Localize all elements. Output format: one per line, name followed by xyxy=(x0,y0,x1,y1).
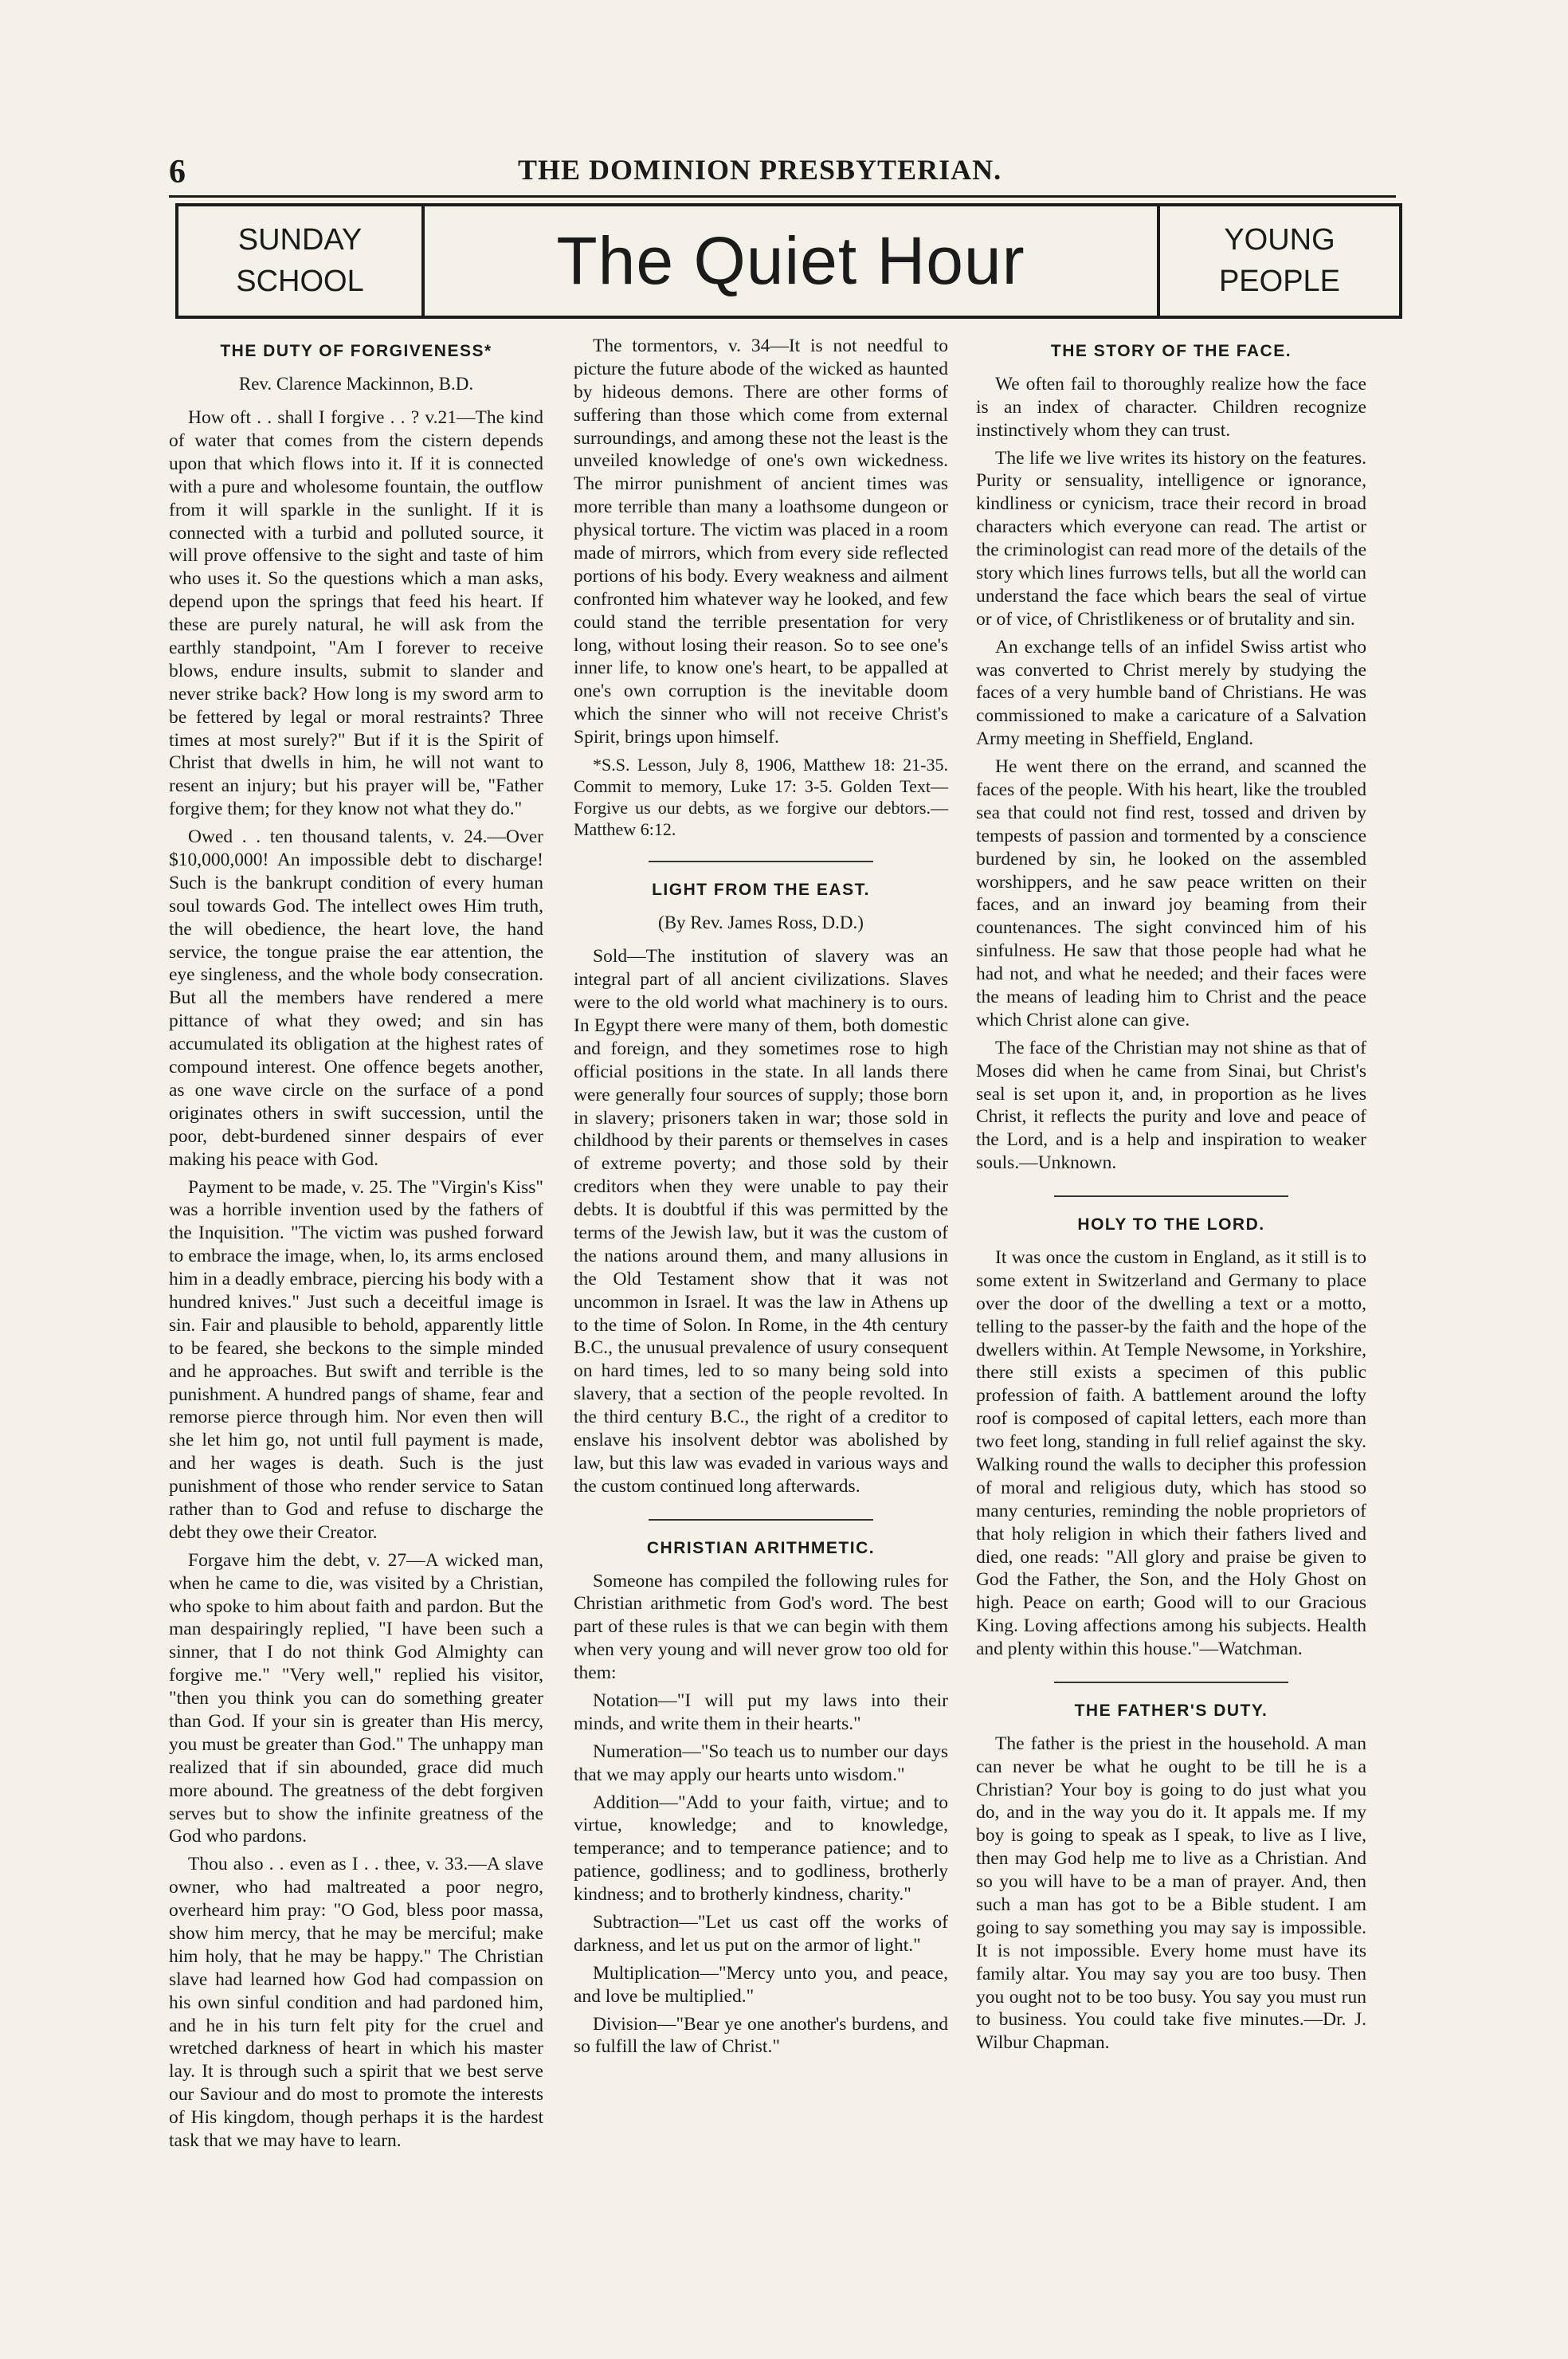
forgiveness-paragraph-2: Owed . . ten thousand talents, v. 24.—Over $10,000,000! An impossible debt to discharge! Such is the bankrupt condition of every human soul towards God. The intellect owes Him truth, the will obedience, the heart love, the hand service, the tongue praise the ear attention, the eye singleness, and the whole body consecration. But all the members have rendered a mere pittance of what they owed; and sin has accumulated its obligation at the highest rates of compound interest. One offence begets another, as one wave circle on the surface of a pond originates others in swift succession, until the poor, debt-burdened sinner despairs of ever making his peace with God. xyxy=(169,826,543,1170)
arithmetic-paragraph-5: Subtraction—"Let us cast off the works of darkness, and let us put on the armor of light." xyxy=(574,1912,948,1956)
holy-heading: HOLY TO THE LORD. xyxy=(1077,1215,1265,1234)
page-number: 6 xyxy=(169,154,186,190)
arithmetic-paragraph-7: Division—"Bear ye one another's burdens, and so fulfill the law of Christ." xyxy=(574,2013,948,2058)
light-byline: (By Rev. James Ross, D.D.) xyxy=(658,913,864,933)
banner-right-line1: YOUNG xyxy=(1224,223,1335,257)
light-paragraph-1: Sold—The institution of slavery was an integral part of all ancient civilizations. Slaves were to the old world what machinery is to ours. In Egypt there were many of them, both domestic and foreign, and they sometimes rose to high official positions in the state. In all lands there were generally four sources of supply; those born in slavery; prisoners taken in war; those sold in childhood by their parents or themselves in cases of extreme poverty; and those sold by their creditors when they were unable to pay their debts. It is doubtful if this was permitted by the terms of the Jewish law, but it was the custom of the nations around them, and many allusions in the Old Testament show that it was not uncommon in Israel. It was the law in Athens up to the time of Solon. In Rome, in the 4th century B.C., the unusual prevalence of usury consequent on hard times, led to so many being sold into slavery, that a section of the people revolted. In the third century B.C., the right of a creditor to enslave his insolvent debtor was abolished by law, but this law was evaded in various ways and the custom continued long afterwards. xyxy=(574,946,948,1497)
arithmetic-paragraph-1: Someone has compiled the following rules for Christian arithmetic from God's word. The best part of these rules is that we can begin with them when very young and will never grow too old for them: xyxy=(574,1570,948,1684)
forgiveness-paragraph-5: Thou also . . even as I . . thee, v. 33.—A slave owner, who had maltreated a poor negro, overheard him pray: "O God, bless poor massa, show him mercy, that he may be merciful; make him holy, that he may be happy." The Christian slave had learned how God had compassion on his own sinful condition and had pardoned him, and he in his turn felt pity for the cruel and wretched darkness of heart in which his master lay. It is through such a spirit that we best serve our Saviour and do most to promote the interests of His kingdom, though perhaps it is the hardest task that we may have to learn. xyxy=(169,1854,543,2152)
running-title: THE DOMINION PRESBYTERIAN. xyxy=(518,154,1002,186)
separator-rule xyxy=(649,1519,873,1521)
forgiveness-paragraph-6: The tormentors, v. 34—It is not needful to picture the future abode of the wicked as haunted by hideous demons. There are other forms of suffering than those which come from external surroundings, and among these not the least is the unveiled knowledge of one's own wickedness. The mirror punishment of ancient times was more terrible than many a loathsome dungeon or physical torture. The victim was placed in a room made of mirrors, which from every side reflected portions of his body. Every weakness and ailment confronted him whatever way he looked, and few could stand the terrible presentation for very long, without losing their reason. So to see one's inner life, to know one's heart, to be appalled at one's own corruption is the inevitable doom which the sinner who will not receive Christ's Spirit, brings upon himself. xyxy=(574,336,948,748)
face-paragraph-4: He went there on the errand, and scanned the faces of the people. With his heart, like the troubled sea that could not find rest, tossed and driven by tempests of passion and tormented by a conscience burdened by sin, he looked on the assembled worshippers, and he saw peace written on their faces, and an inward joy beaming from their countenances. The sight convinced him of his sinfulness. He saw that those people had what he had not, and what he needed; and their faces were the means of leading him to Christ and the peace which Christ alone can give. xyxy=(976,756,1366,1030)
holy-paragraph-1: It was once the custom in England, as it still is to some extent in Switzerland and Germany to place over the door of the dwelling a text or a motto, telling to the passer-by the faith and the hope of the dwellers within. At Temple Newsome, in Yorkshire, there still exists a specimen of this public profession of faith. A battlement around the lofty roof is composed of capital letters, each more than two feet long, standing in full relief against the sky. Walking round the walls to decipher this profession of moral and religious duty, which has stood so many centuries, reminding the noble proprietors of that holy religion in which their fathers lived and died, one reads: "All glory and praise be given to God the Father, the Son, and the Holy Ghost on high. Peace on earth; Good will to our Gracious King. Loving affections among his subjects. Health and plenty within this house."—Watchman. xyxy=(976,1246,1366,1660)
forgiveness-paragraph-1: How oft . . shall I forgive . . ? v.21—The kind of water that comes from the cistern depends upon that which flows into it. If it is connected with a pure and wholesome fountain, the outflow from it will sparkle in the sunlight. If it is connected with a turbid and polluted source, it will prove offensive to the sight and taste of him who uses it. So the questions which a man asks, depend upon the springs that feed his heart. If these are purely natural, he will ask from the earthly standpoint, "Am I forever to receive blows, endure insults, submit to slander and never strike back? How long is my sword arm to be fettered by legal or moral restraints? Three times at most surely?" But if it is the Spirit of Christ that dwells in him, he will not want to resent an injury; but his prayer will be, "Father forgive them; for they know not what they do." xyxy=(169,407,543,820)
column-1 xyxy=(169,335,543,2157)
banner-right-box xyxy=(1157,206,1399,316)
separator-rule xyxy=(649,861,873,862)
column-2 xyxy=(574,335,948,2063)
header-rule xyxy=(169,195,1396,198)
arithmetic-paragraph-2: Notation—"I will put my laws into their minds, and write them in their hearts." xyxy=(574,1690,948,1734)
face-paragraph-2: The life we live writes its history on the features. Purity or sensuality, intelligence or ignorance, kindliness or cynicism, trace their record in broad characters which everyone can read. The artist or the criminologist can read more of the details of the story which lines furrows tells, but all the world can understand the face which bears the seal of virtue or of vice, of Christlikeness or of brutality and sin. xyxy=(976,447,1366,630)
banner-left-line1: SUNDAY xyxy=(237,223,363,257)
arithmetic-paragraph-4: Addition—"Add to your faith, virtue; and to virtue, knowledge; and to knowledge, temperance; and to temperance patience; and to patience, godliness; and to godliness, brotherly kindness; and to brotherly kindness, charity." xyxy=(574,1792,948,1906)
face-paragraph-5: The face of the Christian may not shine as that of Moses did when he came from Sinai, but Christ's seal is set upon it, and, in proportion as he lives Christ, it reflects the purity and love and peace of the Lord, and is a help and inspiration to weaker souls.—Unknown. xyxy=(976,1037,1366,1174)
face-paragraph-1: We often fail to thoroughly realize how the face is an index of character. Children recognize instinctively whom they can trust. xyxy=(976,373,1366,441)
banner-title: The Quiet Hour xyxy=(556,223,1025,298)
light-heading: LIGHT FROM THE EAST. xyxy=(652,881,870,900)
arithmetic-heading: CHRISTIAN ARITHMETIC. xyxy=(646,1538,876,1557)
father-heading: THE FATHER'S DUTY. xyxy=(1074,1701,1268,1720)
forgiveness-heading: THE DUTY OF FORGIVENESS* xyxy=(220,342,492,360)
arithmetic-paragraph-3: Numeration—"So teach us to number our days that we may apply our hearts unto wisdom." xyxy=(574,1741,948,1785)
father-paragraph-1: The father is the priest in the household. A man can never be what he ought to be till he is a Christian? Your boy is going to do just what you do, and in the way you do it. It appals me. If my boy is going to speak as I speak, to live as I live, then may God help me to live as a Christian. And so you will have to be a man of prayer. And, then such a man has got to be a Bible student. I am going to say something you may say is impossible. It is not impossible. Every home must have its family altar. You may say you are too busy. Then you ought not to be too busy. You say you must run to business. You could take five minutes.—Dr. J. Wilbur Chapman. xyxy=(976,1733,1366,2054)
banner-left-box xyxy=(178,206,425,316)
section-banner xyxy=(175,203,1402,319)
forgiveness-paragraph-4: Forgave him the debt, v. 27—A wicked man, when he came to die, was visited by a Christian, who spoke to him about faith and pardon. But the man despairingly replied, "I have been such a sinner, that I do not think God Almighty can forgive me." "Very well," replied his visitor, "then you think you can do something greater than God. If your sin is greater than His mercy, you must be greater than God." The unhappy man realized that if sin abounded, grace did much more abound. The greatness of the debt forgiven serves but to show the infinite greatness of the God who pardons. xyxy=(169,1549,543,1847)
column-3 xyxy=(976,335,1366,2059)
separator-rule xyxy=(1054,1195,1288,1197)
arithmetic-paragraph-6: Multiplication—"Mercy unto you, and peace, and love be multiplied." xyxy=(574,1962,948,2007)
banner-right-line2: PEOPLE xyxy=(1218,264,1341,298)
forgiveness-byline: Rev. Clarence Mackinnon, B.D. xyxy=(238,373,474,394)
face-heading: THE STORY OF THE FACE. xyxy=(1050,342,1292,360)
face-paragraph-3: An exchange tells of an infidel Swiss artist who was converted to Christ merely by studying the faces of a very humble band of Christians. He was commissioned to make a caricature of a Salvation Army meeting in Sheffield, England. xyxy=(976,636,1366,750)
separator-rule xyxy=(1054,1682,1288,1683)
banner-left-line2: SCHOOL xyxy=(236,264,364,298)
forgiveness-paragraph-3: Payment to be made, v. 25. The "Virgin's Kiss" was a horrible invention used by the fathers of the Inquisition. "The victim was pushed forward to embrace the image, when, lo, its arms enclosed him in a deadly embrace, piercing his body with a hundred knives." Just such a deceitful image is sin. Fair and plausible to behold, apparently little to be feared, she beckons to the simple minded and he approaches. But swift and terrible is the punishment. A hundred pangs of shame, fear and remorse pierce through him. Nor even then will she let him go, not until full payment is made, and her wages is death. Such is the just punishment of those who render service to Satan rather than to God and refuse to discharge the debt they owe their Creator. xyxy=(169,1176,543,1543)
forgiveness-footnote: *S.S. Lesson, July 8, 1906, Matthew 18: 21-35. Commit to memory, Luke 17: 3-5. Golden Text—Forgive us our debts, as we forgive our debtors.—Matthew 6:12. xyxy=(574,755,948,840)
